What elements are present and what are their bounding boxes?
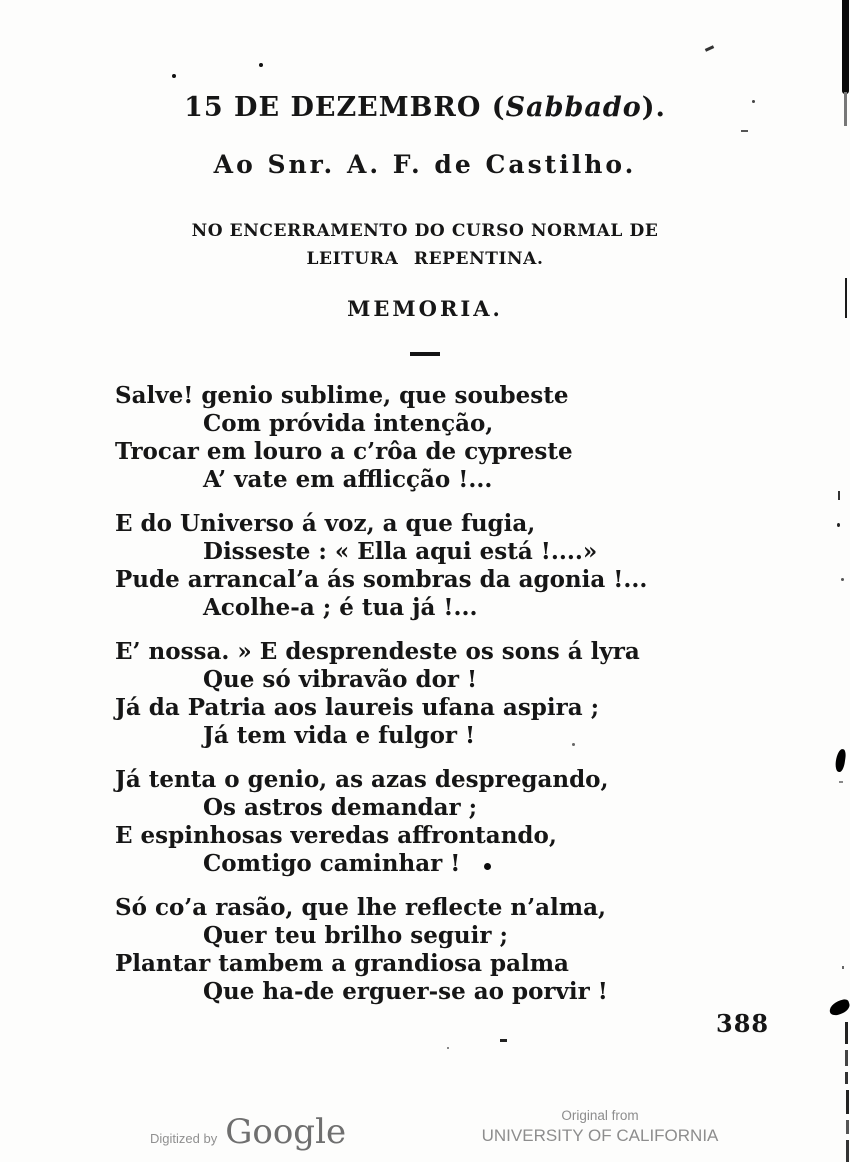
poem-line: Que ha-de erguer-se ao porvir ! (203, 978, 608, 1005)
page-number: 388 (716, 1009, 770, 1038)
poem-line: Com próvida intenção, (203, 410, 494, 437)
stanza-2 (115, 510, 765, 622)
scan-artifact-dash (741, 130, 748, 132)
scan-artifact-ink-speck (841, 578, 844, 581)
poem-title: MEMORIA. (347, 296, 503, 321)
stanza-4 (115, 766, 765, 878)
poem-line: E espinhosas veredas affrontando, (115, 822, 557, 849)
poem-line: A’ vate em afflicção !... (203, 466, 493, 493)
scan-artifact-ink-dot (837, 523, 840, 527)
poem-line: Já da Patria aos laureis ufana aspira ; (115, 694, 600, 721)
poem-line: Disseste : « Ella aqui está !....» (203, 538, 598, 565)
scan-artifact-edge-line (845, 1050, 848, 1066)
poem-line: Quer teu brilho seguir ; (203, 922, 508, 949)
date-title-prefix: 15 DE DEZEMBRO ( (184, 92, 506, 123)
scan-artifact-edge-line (846, 1120, 849, 1134)
occasion-subtitle (0, 217, 850, 273)
poem-line: Só co’a rasão, que lhe reflecte n’alma, (115, 894, 606, 921)
poem-line: Plantar tambem a grandiosa palma (115, 950, 569, 977)
poem-line: E’ nossa. » E desprendeste os sons á lyra (115, 638, 640, 665)
stanza-3 (115, 638, 765, 750)
poem-line: E do Universo á voz, a que fugia, (115, 510, 536, 537)
dedication-title: Ao Snr. A. F. de Castilho. (213, 150, 637, 179)
scan-artifact-dash (500, 1039, 507, 1042)
scan-artifact-ink-tick (838, 491, 840, 500)
poem-body (115, 382, 765, 1022)
poem-line: Já tem vida e fulgor ! (203, 722, 476, 749)
occasion-line-2: LEITURA REPENTINA. (306, 249, 544, 269)
scan-artifact-speck (572, 743, 575, 746)
poem-line: Salve! genio sublime, que soubeste (115, 382, 569, 409)
digitized-by-google (150, 1112, 346, 1152)
date-title-italic: Sabbado (505, 92, 642, 123)
poem-line: Acolhe-a ; é tua já !... (203, 594, 478, 621)
stanza-1 (115, 382, 765, 494)
scan-artifact-ink-speck (842, 966, 844, 969)
google-logo: Google (225, 1112, 347, 1152)
provenance-note (455, 1108, 745, 1146)
digitized-by-label: Digitized by (150, 1131, 218, 1146)
scan-artifact-edge-line (845, 1072, 848, 1084)
date-title-suffix: ). (641, 92, 666, 123)
scan-artifact-speck (447, 1047, 449, 1049)
occasion-line-1: NO ENCERRAMENTO DO CURSO NORMAL DE (191, 221, 659, 241)
scan-artifact-speck (172, 74, 176, 78)
page-title (0, 92, 850, 123)
stanza-5 (115, 894, 765, 1006)
poem-line: Trocar em louro a c’rôa de cypreste (115, 438, 573, 465)
scan-artifact-ink-swoosh (828, 998, 850, 1017)
scan-artifact-ink-bullet (484, 863, 491, 870)
scan-artifact-right-bar (842, 0, 849, 94)
poem-line: Os astros demandar ; (203, 794, 478, 821)
section-divider (410, 352, 440, 356)
original-from-label: Original from (561, 1108, 639, 1123)
institution-label: UNIVERSITY OF CALIFORNIA (481, 1126, 719, 1145)
poem-line: Já tenta o genio, as azas despregando, (115, 766, 609, 793)
scan-artifact-edge-line (846, 1140, 849, 1162)
poem-line: Pude arrancal’a ás sombras da agonia !... (115, 566, 648, 593)
scan-artifact-dash (705, 45, 714, 52)
scan-artifact-ink-line (845, 278, 847, 318)
poem-line: Que só vibravão dor ! (203, 666, 478, 693)
poem-line: Comtigo caminhar ! (203, 850, 461, 877)
scan-artifact-right-bar-tail (844, 92, 847, 126)
scan-artifact-edge-line (846, 1090, 849, 1114)
scan-artifact-speck (752, 100, 755, 103)
scan-artifact-ink-blob (834, 748, 846, 772)
scan-artifact-ink-dash (839, 781, 843, 783)
scan-artifact-edge-line (845, 1022, 848, 1044)
scan-artifact-speck (259, 63, 263, 67)
